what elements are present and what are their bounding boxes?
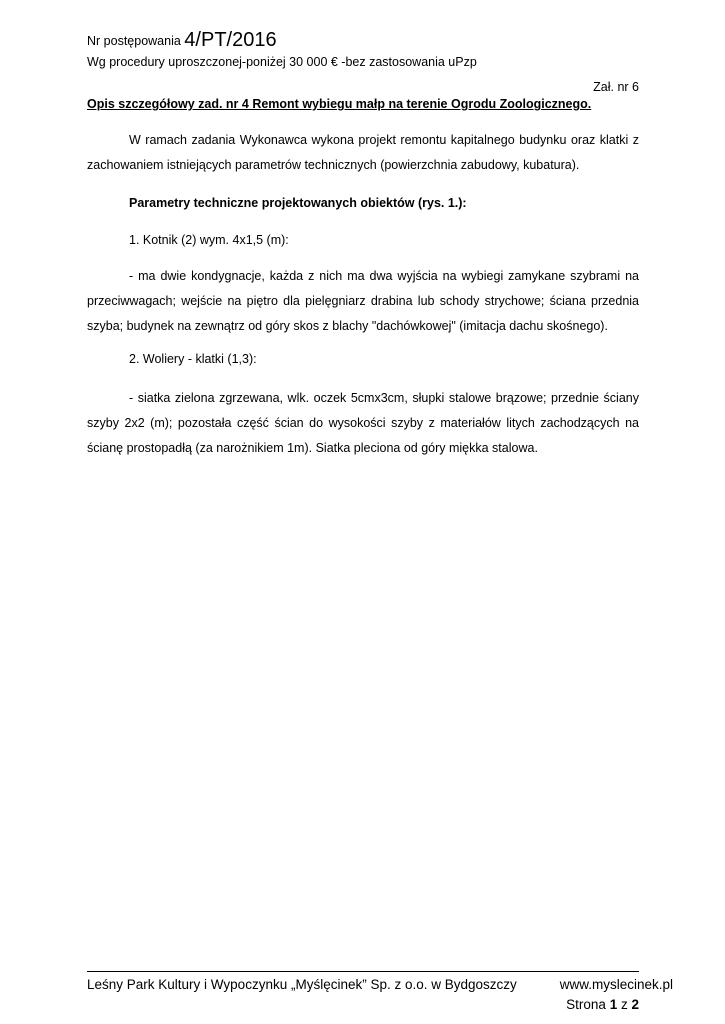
footer-website: www.myslecinek.pl	[559, 977, 673, 992]
page-total: 2	[631, 997, 639, 1012]
page-prefix: Strona	[566, 997, 606, 1012]
case-label: Nr postępowania	[87, 34, 181, 48]
item2-description: - siatka zielona zgrzewana, wlk. oczek 5cmx3cm, słupki stalowe brązowe; przednie ściany szyby 2x2 (m); pozostała część ścian do wysokości szyby z materiałów litych zachodzących na ścianę prostopadłą (za narożnikiem 1m). Siatka pleciona od góry miękka stalowa.	[87, 391, 639, 455]
page-current: 1	[609, 997, 618, 1012]
attachment-label: Zał. nr 6	[593, 80, 639, 94]
document-title: Opis szczegółowy zad. nr 4 Remont wybiegu małp na terenie Ogrodu Zoologicznego.	[87, 97, 592, 111]
procedure-line: Wg procedury uproszczonej-poniżej 30 000 € -bez zastosowania uPzp	[87, 55, 477, 69]
footer-organization: Leśny Park Kultury i Wypoczynku „Myślęcinek” Sp. z o.o. w Bydgoszczy	[87, 977, 517, 992]
item1-heading: 1. Kotnik (2) wym. 4x1,5 (m):	[129, 233, 289, 247]
item2-heading: 2. Woliery - klatki (1,3):	[129, 352, 257, 366]
case-number: 4/PT/2016	[184, 29, 277, 51]
page-of: z	[620, 997, 628, 1012]
footer-divider	[87, 971, 639, 972]
params-heading: Parametry techniczne projektowanych obiektów (rys. 1.):	[129, 196, 467, 210]
item1-description: - ma dwie kondygnacje, każda z nich ma dwa wyjścia na wybiegi zamykane szybrami na przeciwwagach; wejście na piętro dla pielęgniarz drabina lub schody strychowe; ściana przednia szyba; budynek na zewnątrz od góry skos z blachy "dachówkowej" (imitacja dachu skośnego).	[87, 269, 639, 333]
intro-paragraph: W ramach zadania Wykonawca wykona projekt remontu kapitalnego budynku oraz klatki z zachowaniem istniejących parametrów technicznych (powierzchnia zabudowy, kubatura).	[87, 133, 639, 172]
page-number	[566, 997, 639, 1012]
case-number-line	[87, 28, 277, 51]
